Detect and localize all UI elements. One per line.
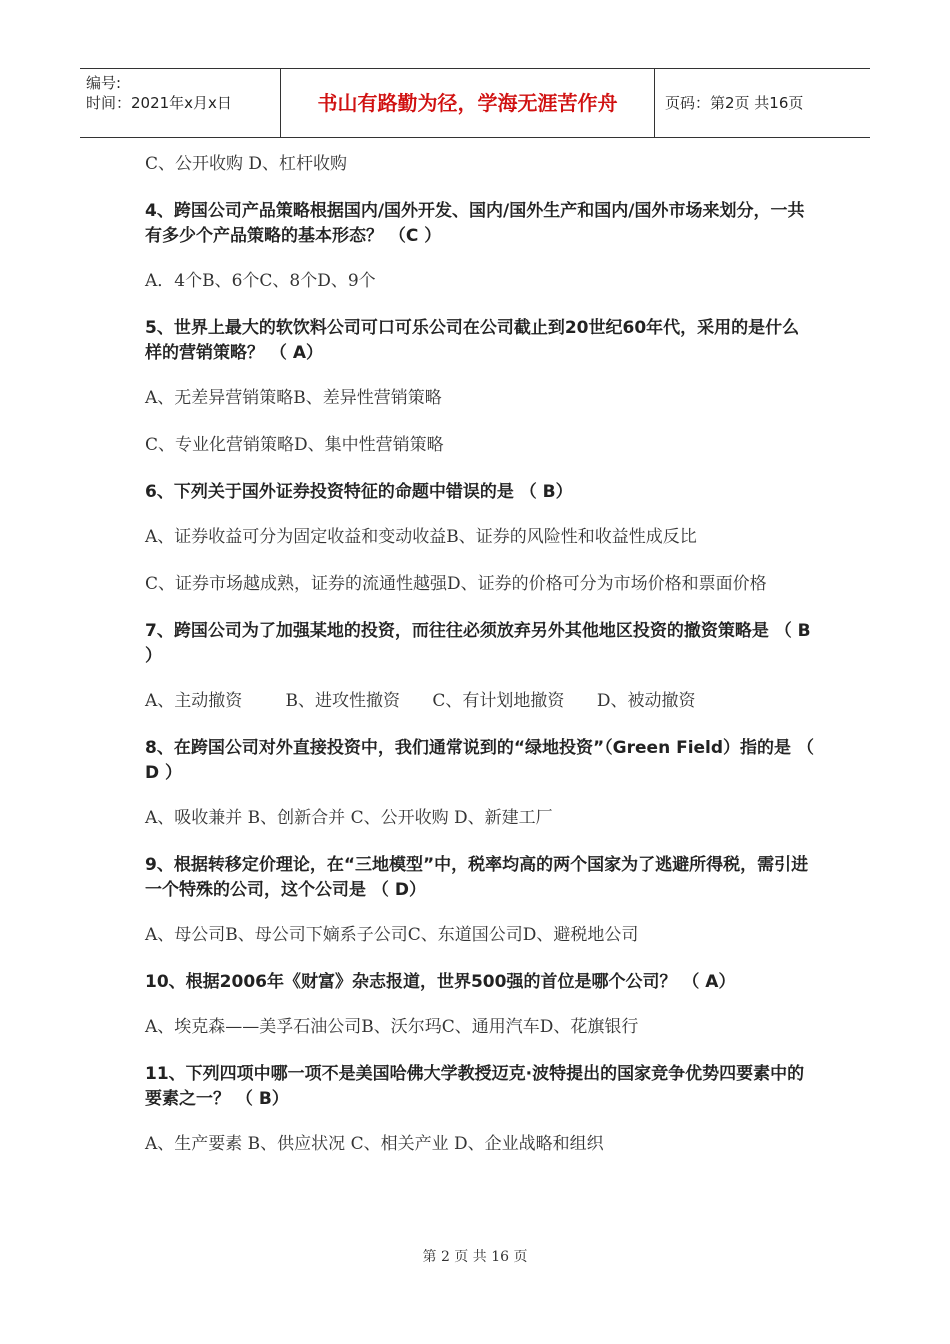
- answer-options: A．4个B、6个C、8个D、9个: [145, 271, 376, 291]
- answer-options: A、主动撤资 B、进攻性撤资 C、有计划地撤资 D、被动撤资: [145, 691, 696, 711]
- question: 8、在跨国公司对外直接投资中，我们通常说到的“绿地投资”（Green Field）指的是 （ D ）: [145, 738, 814, 783]
- answer-options: A、埃克森——美孚石油公司B、沃尔玛C、通用汽车D、花旗银行: [145, 1017, 639, 1037]
- answer-options: A、无差异营销策略B、差异性营销策略: [145, 388, 442, 408]
- question: 5、世界上最大的软饮料公司可口可乐公司在公司截止到20世纪60年代，采用的是什么样的营销策略？ （ A）: [145, 318, 800, 363]
- serial-label: 编号:: [86, 74, 122, 92]
- question: 7、跨国公司为了加强某地的投资，而往往必须放弃另外其他地区投资的撤资策略是 （ B ）: [145, 621, 811, 666]
- question: 10、根据2006年《财富》杂志报道，世界500强的首位是哪个公司？ （ A）: [145, 972, 736, 992]
- header-motto: 书山有路勤为径，学海无涯苦作舟: [280, 69, 655, 137]
- time-label: 时间：2021年x月x日: [86, 94, 232, 112]
- page-footer: 第 2 页 共 16 页: [422, 1249, 528, 1265]
- header-left-cell: [80, 69, 280, 141]
- answer-options: A、吸收兼并 B、创新合并 C、公开收购 D、新建工厂: [145, 808, 553, 828]
- document-body: [145, 152, 815, 1179]
- answer-options: C、公开收购 D、杠杆收购: [145, 154, 348, 174]
- answer-options: A、母公司B、母公司下嫡系子公司C、东道国公司D、避税地公司: [145, 925, 639, 945]
- question: 11、下列四项中哪一项不是美国哈佛大学教授迈克·波特提出的国家竞争优势四要素中的要素之一？ （ B）: [145, 1064, 805, 1109]
- page-header: [80, 68, 870, 138]
- answer-options: A、生产要素 B、供应状况 C、相关产业 D、企业战略和组织: [145, 1134, 604, 1154]
- header-page-info: 页码：第2页 共16页: [665, 94, 804, 112]
- answer-options: C、专业化营销策略D、集中性营销策略: [145, 435, 444, 455]
- question: 9、根据转移定价理论，在“三地模型”中，税率均高的两个国家为了逃避所得税，需引进一个特殊的公司，这个公司是 （ D）: [145, 855, 809, 900]
- question: 4、跨国公司产品策略根据国内/国外开发、国内/国外生产和国内/国外市场来划分，一共有多少个产品策略的基本形态？ （C ）: [145, 201, 805, 246]
- answer-options: A、证券收益可分为固定收益和变动收益B、证券的风险性和收益性成反比: [145, 527, 697, 547]
- question: 6、下列关于国外证券投资特征的命题中错误的是 （ B）: [145, 482, 573, 502]
- answer-options: C、证券市场越成熟，证券的流通性越强D、证券的价格可分为市场价格和票面价格: [145, 574, 767, 594]
